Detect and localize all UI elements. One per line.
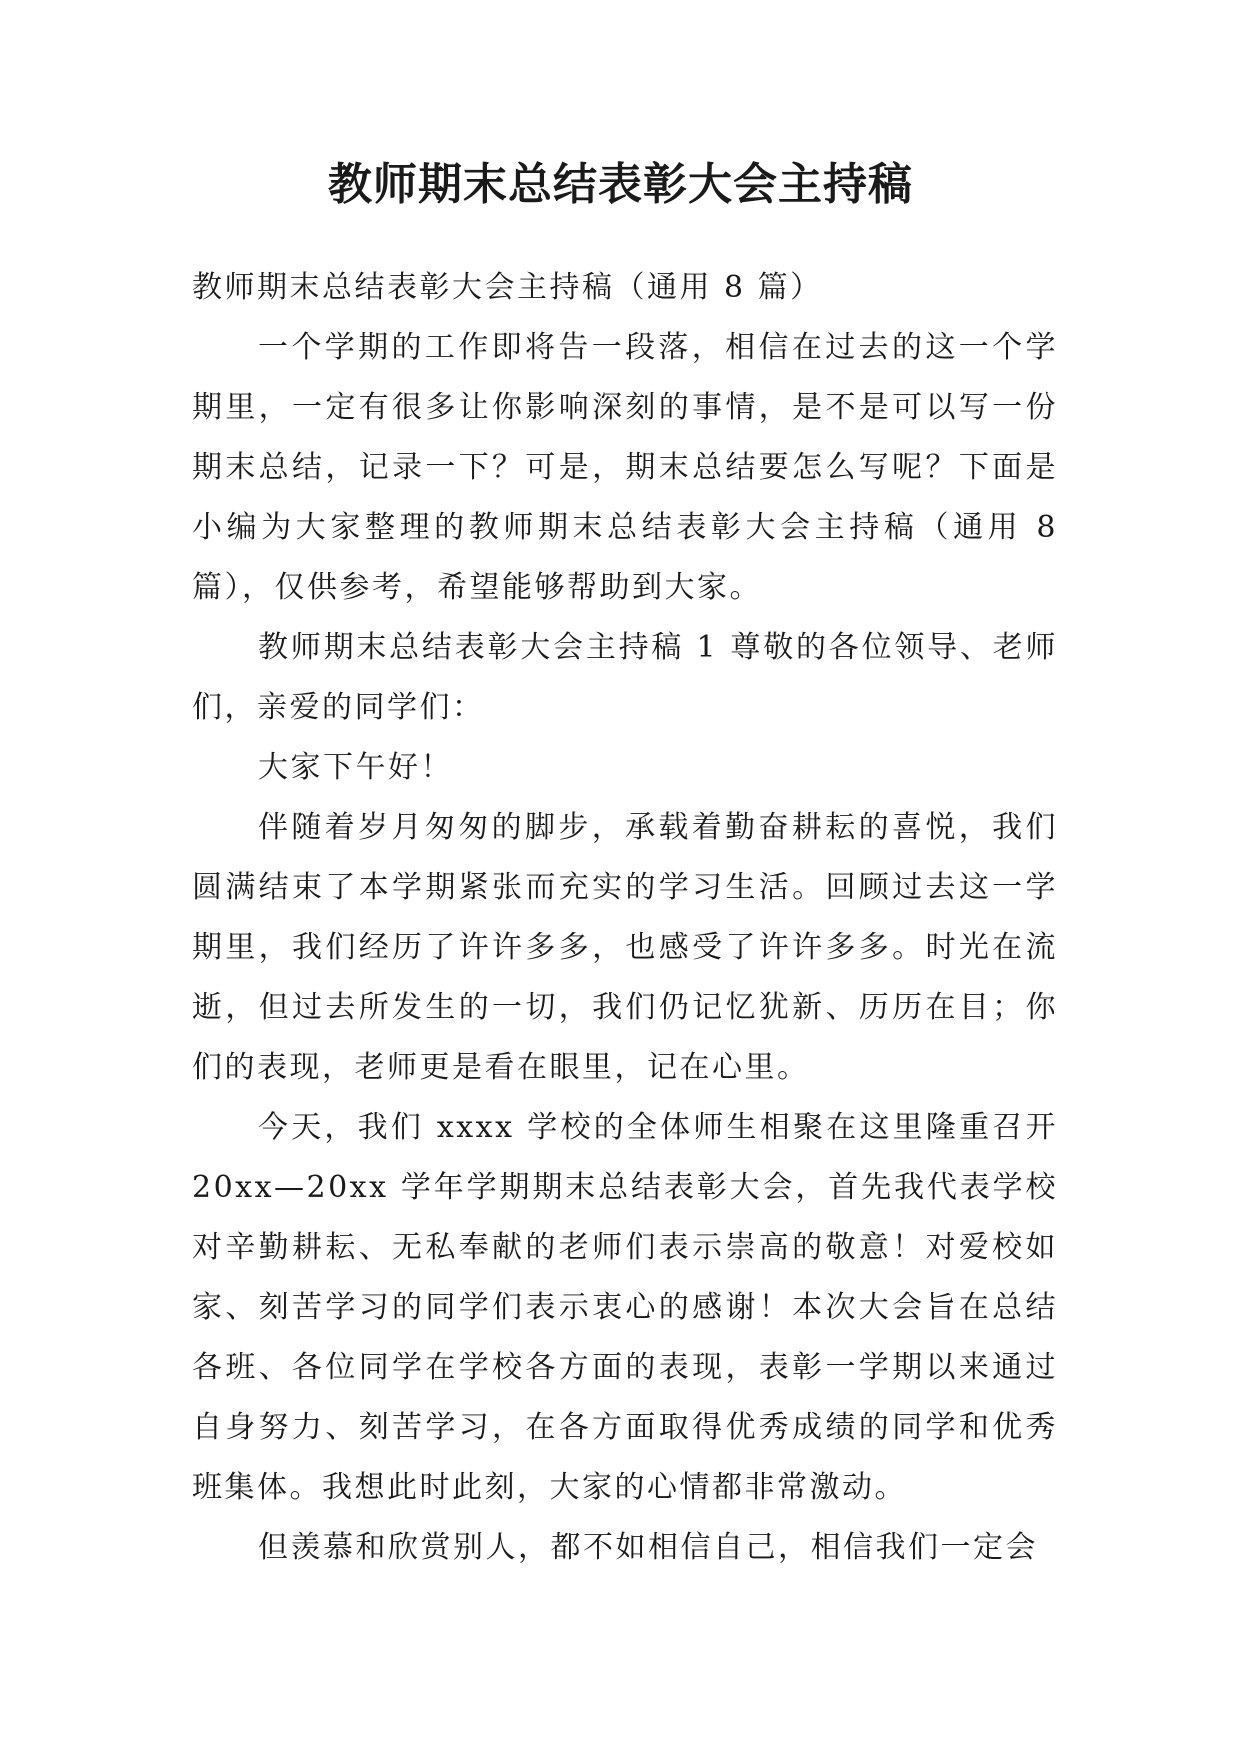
document-title: 教师期末总结表彰大会主持稿 [328, 159, 913, 210]
paragraph-review: 伴随着岁月匆匆的脚步，承载着勤奋耕耘的喜悦，我们圆满结束了本学期紧张而充实的学习生活。回顾过去这一学期里，我们经历了许许多多，也感受了许许多多。时光在流逝，但过去所发生的一切，我们仍记忆犹新、历历在目；你们的表现，老师更是看在眼里，记在心里。 [192, 810, 1058, 1085]
paragraph-closing: 但羡慕和欣赏别人，都不如相信自己，相信我们一定会 [258, 1530, 1038, 1565]
paragraph-intro: 一个学期的工作即将告一段落，相信在过去的这一个学期里，一定有很多让你影响深刻的事情，是不是可以写一份期末总结，记录一下？可是，期末总结要怎么写呢？下面是小编为大家整理的教师期末总结表彰大会主持稿（通用 8 篇），仅供参考，希望能够帮助到大家。 [192, 330, 1058, 605]
paragraph-salutation: 教师期末总结表彰大会主持稿 1 尊敬的各位领导、老师们，亲爱的同学们： [192, 630, 1058, 725]
document-body [192, 258, 1058, 1578]
document-subtitle: 教师期末总结表彰大会主持稿（通用 8 篇） [192, 270, 823, 305]
paragraph-meeting: 今天，我们 xxxx 学校的全体师生相聚在这里隆重召开 20xx—20xx 学年学期期末总结表彰大会，首先我代表学校对辛勤耕耘、无私奉献的老师们表示崇高的敬意！对爱校如家、刻苦学习的同学们表示衷心的感谢！本次大会旨在总结各班、各位同学在学校各方面的表现，表彰一学期以来通过自身努力、刻苦学习，在各方面取得优秀成绩的同学和优秀班集体。我想此时此刻，大家的心情都非常激动。 [192, 1110, 1058, 1505]
paragraph-greeting: 大家下午好！ [258, 750, 453, 785]
